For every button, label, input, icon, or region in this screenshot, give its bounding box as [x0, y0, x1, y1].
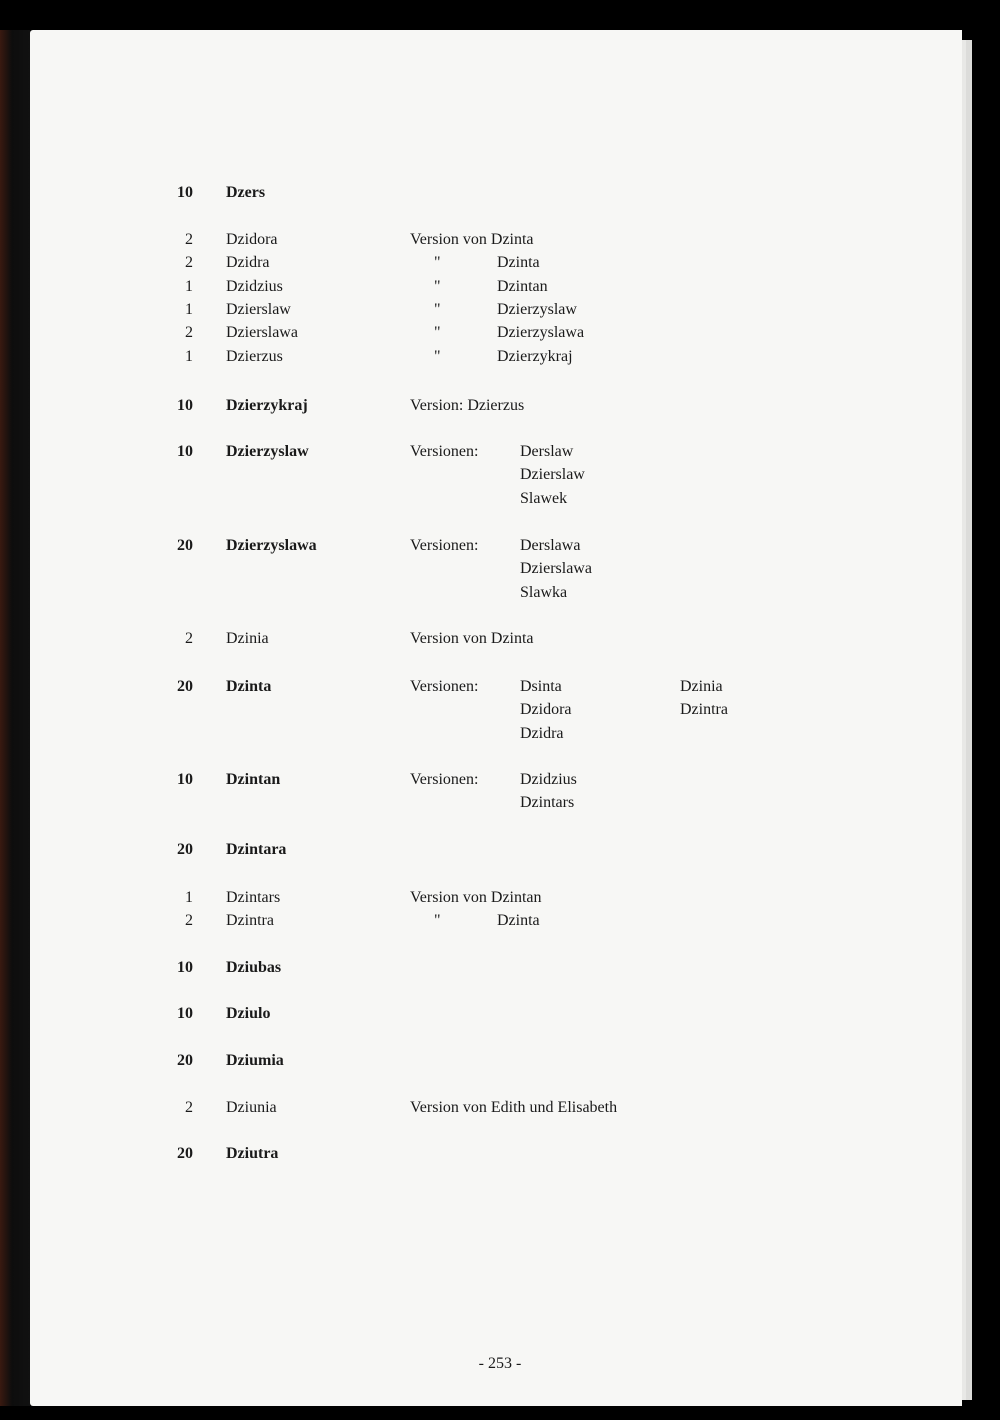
ditto-mark: ": [434, 301, 441, 318]
entry-reference: Dzierzykraj: [497, 348, 573, 365]
entry-count: 1: [185, 301, 193, 318]
version-name: Derslaw: [520, 443, 574, 460]
entry-description: Version von Dzintan: [410, 889, 542, 906]
entry-name: Dzinta: [226, 678, 272, 695]
entry-name: Dzierslaw: [226, 301, 291, 318]
entry-name: Dzintara: [226, 841, 287, 858]
entry-name: Dzierzyslawa: [226, 537, 317, 554]
entry-name: Dzidra: [226, 254, 270, 271]
version-name: Dzidora: [520, 701, 572, 719]
entry-description: Version: Dzierzus: [410, 397, 525, 414]
entry-name: Dziutra: [226, 1145, 279, 1162]
entry-name: Dzintars: [226, 889, 281, 906]
entry-name: Dziubas: [226, 959, 282, 976]
version-name: Dzierslaw: [520, 466, 585, 484]
version-name: Slawek: [520, 489, 568, 507]
version-name: Dzierslawa: [520, 560, 592, 578]
entry-count: 2: [185, 324, 193, 341]
entry-name: Dziulo: [226, 1005, 271, 1022]
entry-count: 10: [177, 397, 193, 414]
entry-count: 2: [185, 1099, 193, 1116]
entry-count: 20: [177, 678, 193, 695]
entry-count: 20: [177, 1052, 193, 1069]
entry-name: Dzintan: [226, 771, 281, 788]
entry-count: 1: [185, 278, 193, 295]
versions-label: Versionen:: [410, 443, 479, 460]
ditto-mark: ": [434, 278, 441, 295]
ditto-mark: ": [434, 324, 441, 341]
entry-count: 10: [177, 184, 193, 201]
entry-name: Dzidora: [226, 231, 278, 248]
ditto-mark: ": [434, 912, 441, 929]
version-name: Slawka: [520, 583, 568, 601]
versions-label: Versionen:: [410, 537, 479, 554]
entry-description: Version von Edith und Elisabeth: [410, 1099, 618, 1116]
entry-name: Dzierzus: [226, 348, 283, 365]
entry-reference: Dzintan: [497, 278, 548, 295]
entry-name: Dzierslawa: [226, 324, 298, 341]
entry-count: 2: [185, 630, 193, 647]
entry-name: Dzidzius: [226, 278, 283, 295]
entry-name: Dziunia: [226, 1099, 277, 1116]
entry-count: 2: [185, 231, 193, 248]
version-name: Dzinia: [680, 678, 723, 695]
entry-count: 2: [185, 254, 193, 271]
entry-count: 1: [185, 889, 193, 906]
entry-reference: Dzierzyslawa: [497, 324, 585, 341]
entry-name: Dzers: [226, 184, 266, 201]
version-name: Dsinta: [520, 678, 562, 695]
version-name: Dzidra: [520, 724, 564, 742]
version-name: Dzintra: [680, 701, 728, 719]
entry-name: Dziumia: [226, 1052, 284, 1069]
entry-description: Version von Dzinta: [410, 630, 534, 647]
entry-count: 20: [177, 1145, 193, 1162]
entry-name: Dzierzyslaw: [226, 443, 309, 460]
version-name: Dzidzius: [520, 771, 577, 788]
entry-count: 1: [185, 348, 193, 365]
entry-count: 10: [177, 959, 193, 976]
entry-name: Dzinia: [226, 630, 269, 647]
entry-count: 10: [177, 1005, 193, 1022]
entry-name: Dzintra: [226, 912, 274, 929]
entry-count: 10: [177, 443, 193, 460]
entry-count: 20: [177, 537, 193, 554]
ditto-mark: ": [434, 348, 441, 365]
entry-reference: Dzinta: [497, 254, 540, 271]
entry-description: Version von Dzinta: [410, 231, 534, 248]
ditto-mark: ": [434, 254, 441, 271]
page-number: - 253 -: [478, 1355, 522, 1372]
entry-name: Dzierzykraj: [226, 397, 308, 414]
version-name: Derslawa: [520, 537, 581, 554]
entry-count: 20: [177, 841, 193, 858]
entry-count: 2: [185, 912, 193, 929]
entry-reference: Dzinta: [497, 912, 540, 929]
versions-label: Versionen:: [410, 771, 479, 788]
entry-reference: Dzierzyslaw: [497, 301, 577, 318]
version-name: Dzintars: [520, 794, 575, 812]
versions-label: Versionen:: [410, 678, 479, 695]
entry-count: 10: [177, 771, 193, 788]
